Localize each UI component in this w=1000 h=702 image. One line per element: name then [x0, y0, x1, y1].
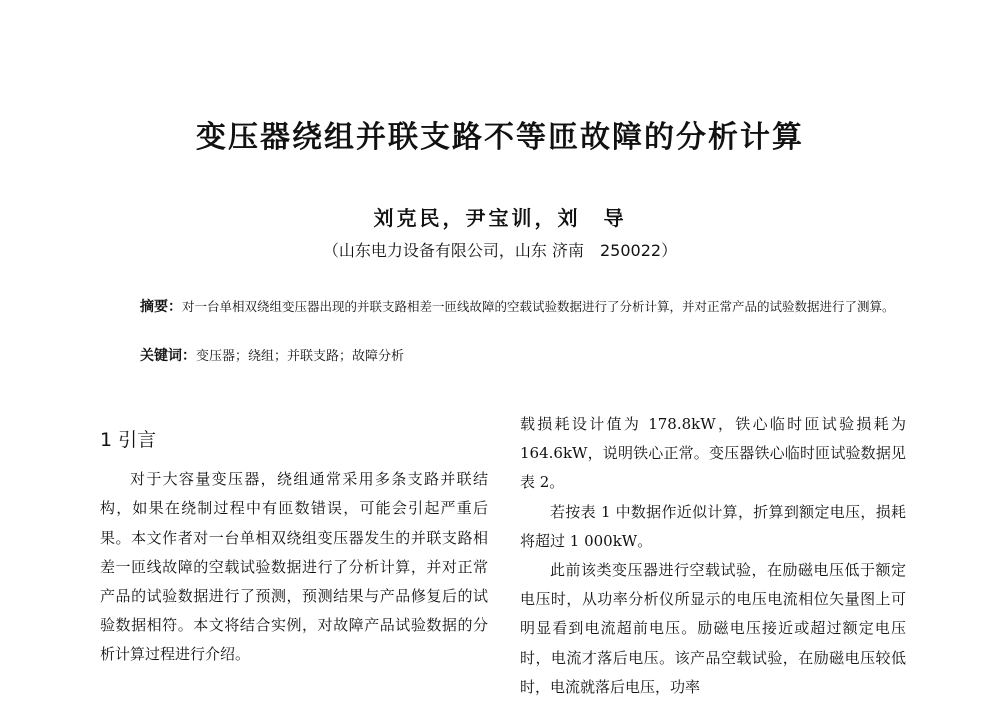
abstract-label: 摘要： — [140, 299, 182, 315]
left-column — [100, 420, 488, 670]
right-paragraph-2: 若按表 1 中数据作近似计算，折算到额定电压，损耗将超过 1 000kW。 — [520, 502, 906, 550]
keywords-label: 关键词： — [140, 348, 196, 364]
intro-paragraph: 对于大容量变压器，绕组通常采用多条支路并联结构，如果在绕制过程中有匝数错误，可能会引起严重后果。本文作者对一台单相双绕组变压器发生的并联支路相差一匝线故障的空载试验数据进行了分析计算，并对正常产品的试验数据进行了预测，预测结果与产品修复后的试验数据相符。本文将结合实例，对故障产品试验数据的分析计算过程进行介绍。 — [100, 470, 488, 664]
keywords-block — [140, 345, 900, 365]
abstract-text: 对一台单相双绕组变压器出现的并联支路相差一匝线故障的空载试验数据进行了分析计算，并对正常产品的试验数据进行了测算。 — [182, 299, 895, 314]
section-heading-introduction: 1 引言 — [100, 429, 157, 451]
paper-title: 变压器绕组并联支路不等匝故障的分析计算 — [196, 120, 804, 155]
author-list: 刘克民，尹宝训，刘 导 — [373, 206, 627, 230]
right-column — [520, 410, 906, 702]
abstract-block — [140, 294, 900, 320]
keywords-text: 变压器；绕组；并联支路；故障分析 — [196, 349, 405, 364]
right-paragraph-1: 载损耗设计值为 178.8kW，铁心临时匝试验损耗为 164.6kW，说明铁心正常。变压器铁心临时匝试验数据见表 2。 — [520, 415, 906, 492]
affiliation: （山东电力设备有限公司，山东 济南 250022） — [322, 241, 678, 260]
right-paragraph-3: 此前该类变压器进行空载试验，在励磁电压低于额定电压时，从功率分析仪所显示的电压电流相位矢量图上可明显看到电流超前电压。励磁电压接近或超过额定电压时，电流才落后电压。该产品空载试验，在励磁电压较低时，电流就落后电压，功率 — [520, 561, 906, 696]
